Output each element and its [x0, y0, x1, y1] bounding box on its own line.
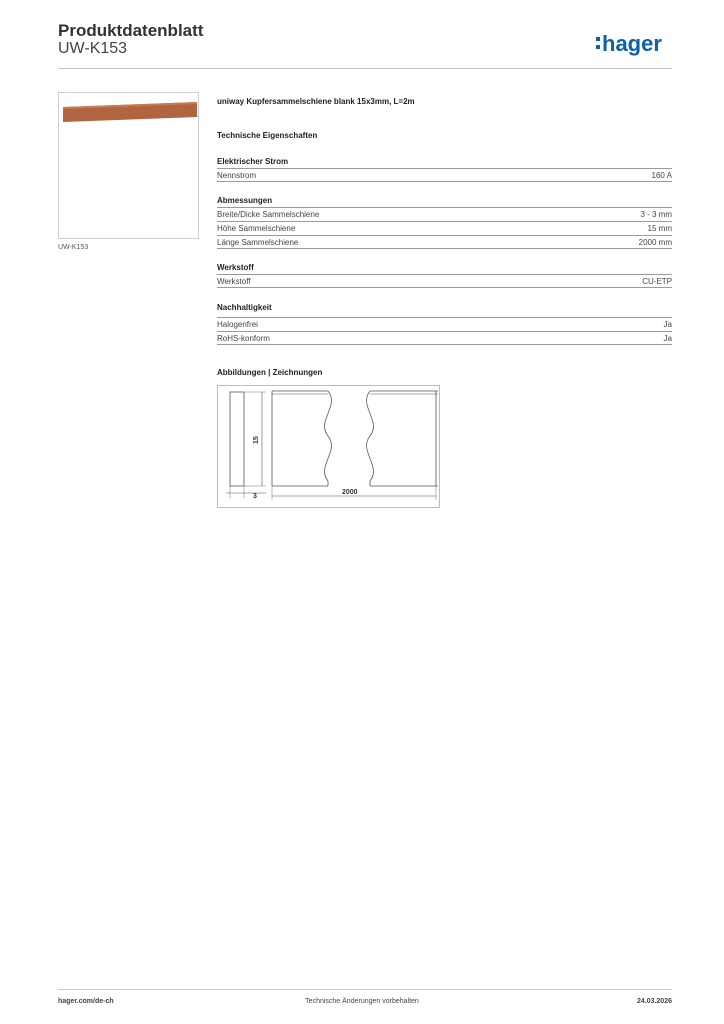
product-image	[58, 92, 199, 239]
footer-date: 24.03.2026	[636, 998, 672, 1005]
spec-label: Halogenfrei	[217, 320, 258, 329]
page-title: Produktdatenblatt	[58, 21, 204, 40]
spec-row	[217, 168, 672, 182]
product-description: uniway Kupfersammelschiene blank 15x3mm, L=2m	[217, 97, 415, 106]
footer-notice: Technische Änderungen vorbehalten	[305, 998, 419, 1005]
busbar-dimension-drawing	[218, 386, 439, 507]
technical-drawing	[217, 385, 440, 508]
spec-value: 160 A	[651, 171, 672, 180]
specs-heading: Technische Eigenschaften	[217, 131, 318, 140]
spec-label: Nennstrom	[217, 171, 257, 180]
spec-value: 15 mm	[647, 224, 672, 233]
spec-row	[217, 207, 672, 221]
group-title-dimensions: Abmessungen	[217, 196, 273, 205]
hager-logo	[594, 27, 674, 59]
spec-label: Breite/Dicke Sammelschiene	[217, 210, 320, 219]
spec-value: Ja	[663, 320, 672, 329]
spec-row	[217, 331, 672, 345]
group-title-material: Werkstoff	[217, 263, 254, 272]
copper-busbar-image	[59, 93, 198, 238]
footer-website: hager.com/de-ch	[58, 998, 114, 1005]
header-divider	[58, 68, 672, 69]
drawings-heading: Abbildungen | Zeichnungen	[217, 368, 323, 377]
spec-label: Werkstoff	[217, 277, 251, 286]
spec-value: CU-ETP	[642, 277, 672, 286]
spec-value: Ja	[663, 334, 672, 343]
spec-row	[217, 274, 672, 288]
spec-row	[217, 235, 672, 249]
spec-value: 2000 mm	[638, 238, 672, 247]
spec-value: 3 - 3 mm	[640, 210, 672, 219]
dim-length: 2000	[342, 489, 358, 496]
product-image-caption: UW-K153	[58, 244, 89, 251]
article-number: UW-K153	[58, 40, 128, 57]
spec-label: RoHS-konform	[217, 334, 270, 343]
spec-label: Länge Sammelschiene	[217, 238, 299, 247]
dim-thickness: 3	[253, 493, 257, 500]
group-title-sustainability: Nachhaltigkeit	[217, 303, 272, 312]
footer-divider	[58, 989, 672, 990]
spec-row	[217, 221, 672, 235]
logo-text: hager	[602, 31, 662, 56]
spec-label: Höhe Sammelschiene	[217, 224, 296, 233]
spec-row	[217, 317, 672, 331]
dim-height: 15	[253, 436, 260, 444]
group-title-electrical: Elektrischer Strom	[217, 157, 289, 166]
